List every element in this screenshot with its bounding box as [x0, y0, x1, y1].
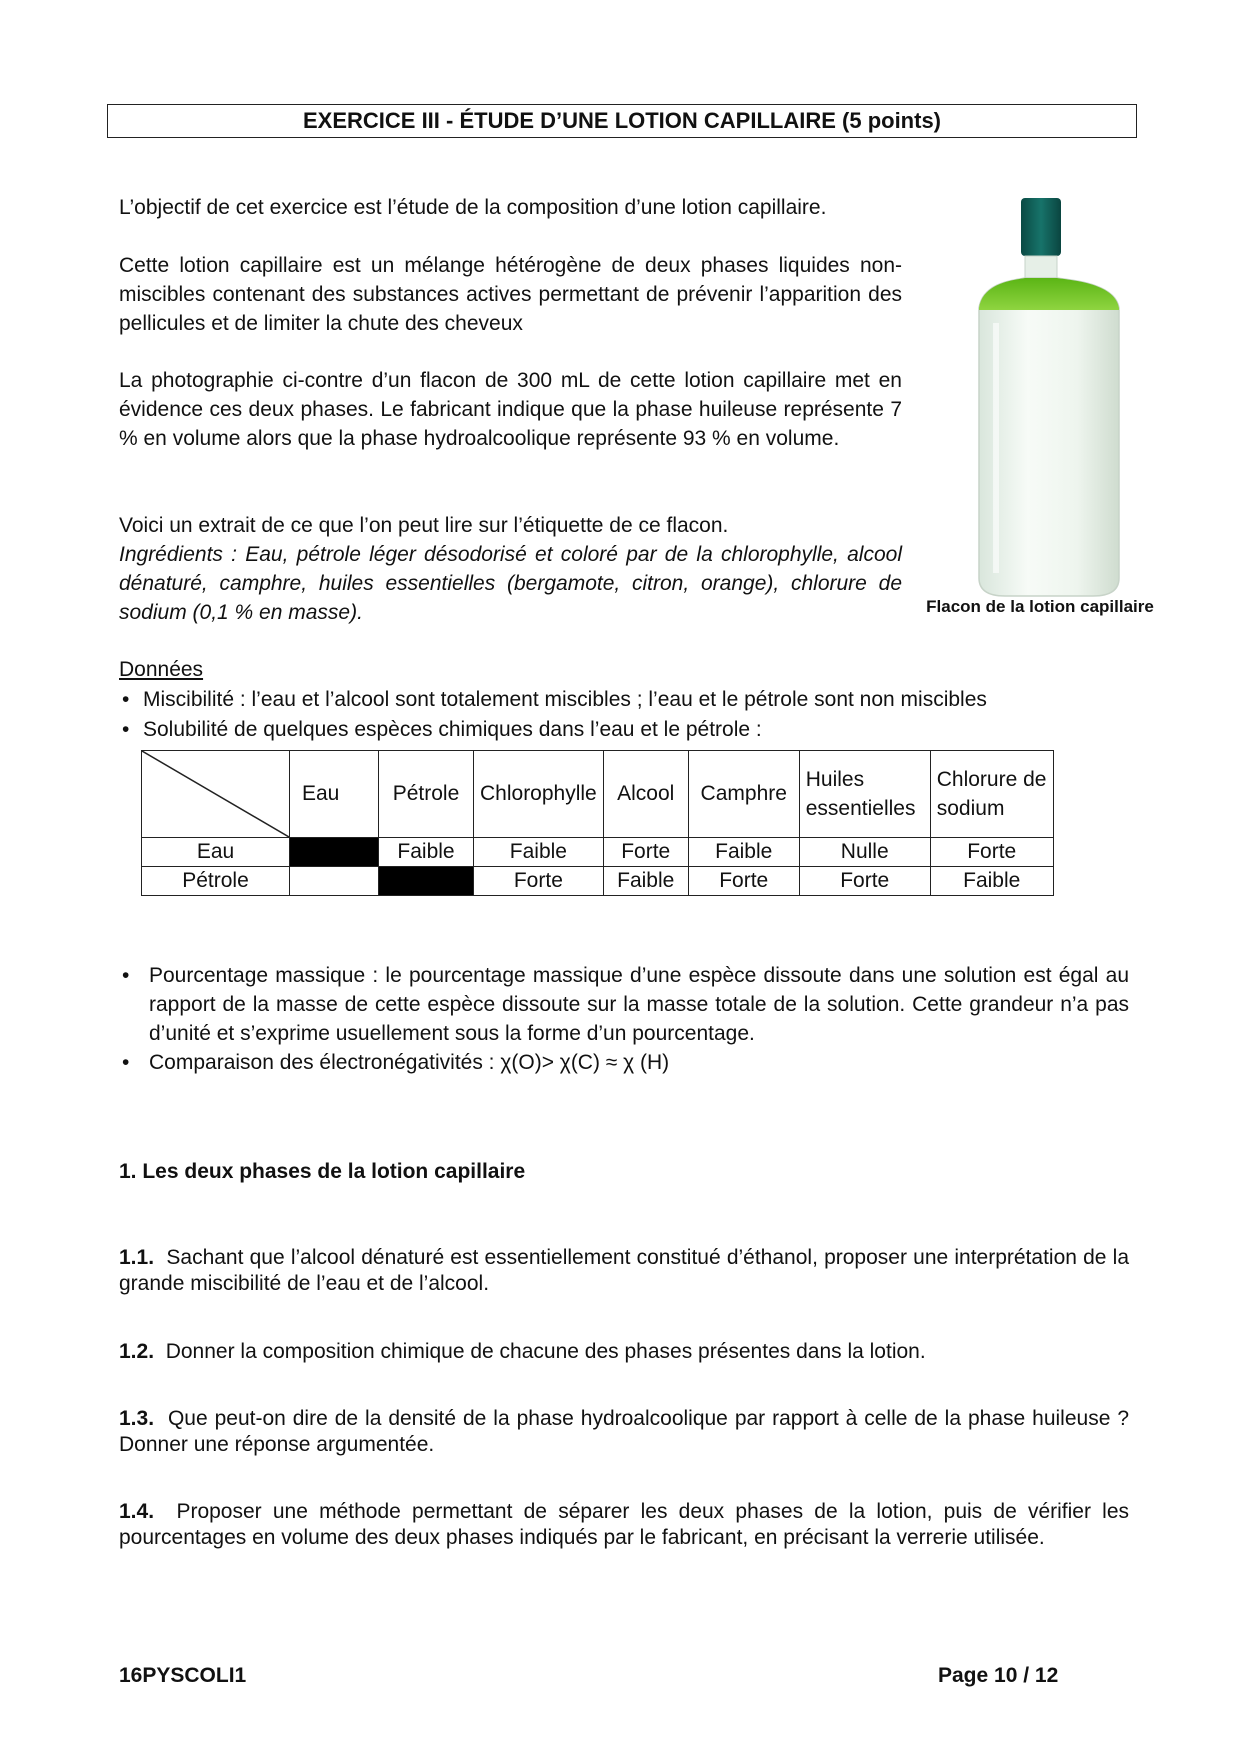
- ingredients-text: Ingrédients : Eau, pétrole léger désodorisé et coloré par de la chlorophylle, alcool dénaturé, camphre, huiles essentielles (bergamote, citron, orange), chlorure de sodium (0,1 % en masse).: [119, 543, 902, 624]
- bullet-miscibility: • Miscibilité : l’eau et l’alcool sont totalement miscibles ; l’eau et le pétrole sont non miscibles: [119, 685, 1129, 715]
- table-cell: Forte: [930, 838, 1053, 867]
- data-bullets-top: [119, 685, 1129, 745]
- bullet-mass-percentage: • Pourcentage massique : le pourcentage massique d’une espèce dissoute dans une solution est égal au rapport de la masse de cette espèce dissoute sur la masse totale de la solution. Cette grandeur n’a pas d’unité et s’exprime usuellement sous la forme d’un pourcentage.: [119, 961, 1129, 1048]
- table-cell: Forte: [474, 867, 604, 896]
- col-header-eau: Eau: [290, 751, 379, 838]
- table-row: [142, 838, 1054, 867]
- figure-caption: Flacon de la lotion capillaire: [926, 597, 1154, 616]
- question-1-3: 1.3. Que peut-on dire de la densité de la phase hydroalcoolique par rapport à celle de la phase huileuse ? Donner une réponse argumentée.: [119, 1407, 1129, 1456]
- intro-paragraph-1: L’objectif de cet exercice est l’étude de la composition d’une lotion capillaire.: [119, 196, 827, 219]
- table-cell: Faible: [603, 867, 688, 896]
- table-cell: Nulle: [799, 838, 930, 867]
- table-cell: [290, 867, 379, 896]
- intro-paragraph-3: La photographie ci-contre d’un flacon de 300 mL de cette lotion capillaire met en évidence ces deux phases. Le fabricant indique que la phase huileuse représente 7 % en volume alors que la phase hydroalcoolique représente 93 % en volume.: [119, 369, 902, 450]
- col-header-petrole: Pétrole: [379, 751, 474, 838]
- footer-page-number: Page 10 / 12: [938, 1664, 1059, 1687]
- table-header-row: [142, 751, 1054, 838]
- table-cell: Faible: [688, 838, 799, 867]
- table-cell: Faible: [474, 838, 604, 867]
- section-1-title: 1. Les deux phases de la lotion capillaire: [119, 1160, 526, 1183]
- question-1-1: 1.1. Sachant que l’alcool dénaturé est essentiellement constitué d’éthanol, proposer une interprétation de la grande miscibilité de l’eau et de l’alcool.: [119, 1246, 1129, 1295]
- bullet-solubility: • Solubilité de quelques espèces chimiques dans l’eau et le pétrole :: [119, 715, 1129, 745]
- intro-paragraph-2: Cette lotion capillaire est un mélange hétérogène de deux phases liquides non-miscibles contenant des substances actives permettant de prévenir l’apparition des pellicules et de limiter la chute des cheveux: [119, 254, 902, 335]
- col-header-chlorure: Chlorure de sodium: [930, 751, 1053, 838]
- lotion-bottle-image: [975, 198, 1125, 598]
- oily-phase: [979, 278, 1119, 310]
- bullet-dot: •: [122, 1051, 130, 1074]
- table-cell-blocked: [290, 838, 379, 867]
- table-row: [142, 867, 1054, 896]
- table-corner-cell: [142, 751, 290, 838]
- bottle-cap: [1021, 198, 1061, 256]
- solubility-table: [141, 750, 1054, 896]
- col-header-alcool: Alcool: [603, 751, 688, 838]
- exercise-title: EXERCICE III - ÉTUDE D’UNE LOTION CAPILLAIRE (5 points): [107, 104, 1137, 138]
- table-cell: Forte: [688, 867, 799, 896]
- data-bullets-bottom: [119, 961, 1129, 1077]
- table-cell: Forte: [799, 867, 930, 896]
- intro-paragraph-4: Voici un extrait de ce que l’on peut lire sur l’étiquette de ce flacon.: [119, 514, 729, 537]
- table-cell-blocked: [379, 867, 474, 896]
- bottle-body: [979, 278, 1119, 596]
- question-1-2: 1.2. Donner la composition chimique de chacune des phases présentes dans la lotion.: [119, 1340, 926, 1363]
- table-cell: Faible: [379, 838, 474, 867]
- table-cell: Faible: [930, 867, 1053, 896]
- diagonal-line: [142, 751, 289, 837]
- question-1-4: 1.4. Proposer une méthode permettant de séparer les deux phases de la lotion, puis de vérifier les pourcentages en volume des deux phases indiqués par le fabricant, en précisant la verrerie utilisée.: [119, 1500, 1130, 1549]
- data-heading: Données: [119, 658, 204, 681]
- col-header-huiles: Huiles essentielles: [799, 751, 930, 838]
- bullet-dot: •: [122, 688, 130, 711]
- bullet-dot: •: [122, 718, 130, 741]
- bullet-electronegativity: • Comparaison des électronégativités : χ(O)> χ(C) ≈ χ (H): [119, 1048, 1129, 1077]
- row-label-petrole: Pétrole: [142, 867, 290, 896]
- footer-code: 16PYSCOLI1: [119, 1664, 247, 1687]
- col-header-camphre: Camphre: [688, 751, 799, 838]
- col-header-chlorophylle: Chlorophylle: [474, 751, 604, 838]
- bullet-dot: •: [122, 964, 130, 987]
- table-cell: Forte: [603, 838, 688, 867]
- row-label-eau: Eau: [142, 838, 290, 867]
